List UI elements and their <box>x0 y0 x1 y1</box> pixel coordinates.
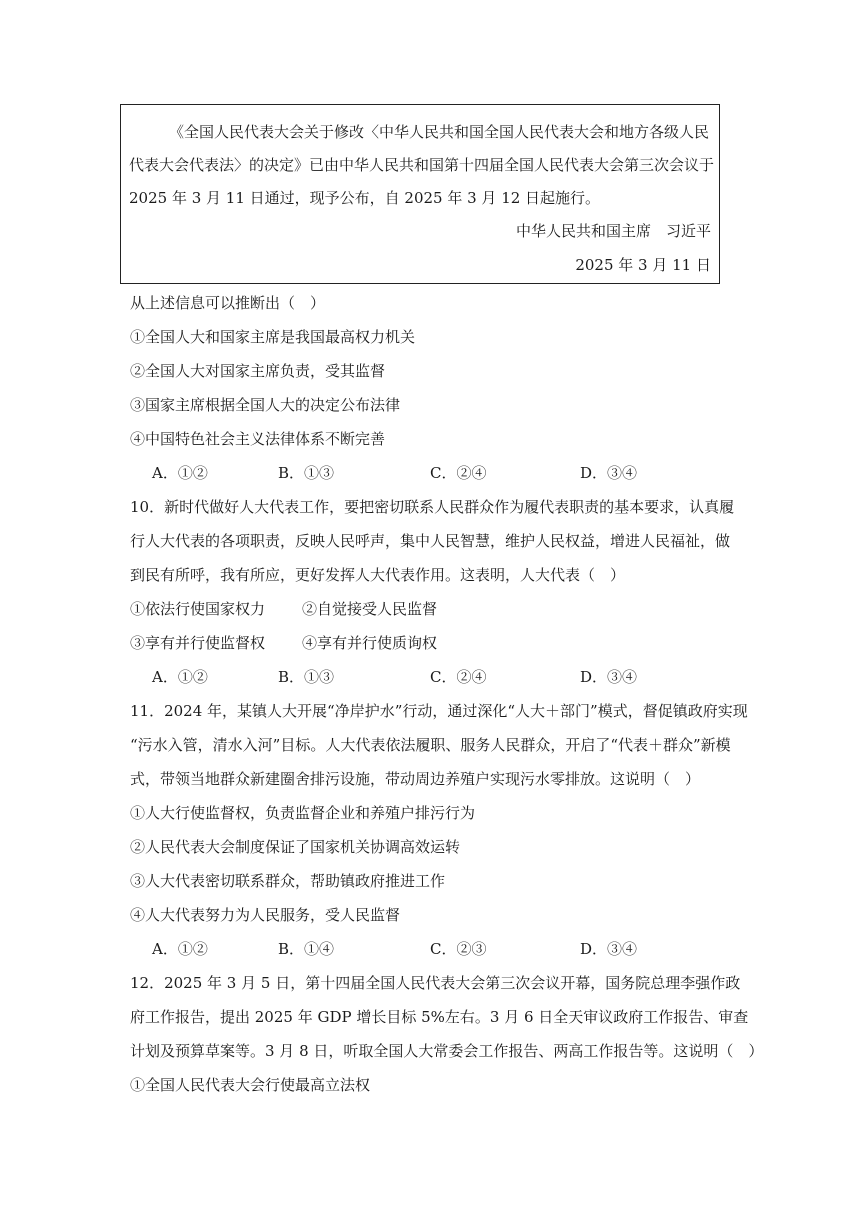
notice-line-2: 代表大会代表法〉的决定》已由中华人民共和国第十四届全国人民代表大会第三次会议于 <box>129 156 715 174</box>
q10-item-4: ④享有并行使质询权 <box>302 634 438 652</box>
q10-option-d: D．③④ <box>580 668 638 686</box>
notice-signature: 中华人民共和国主席 习近平 <box>515 222 711 240</box>
q11-item-1: ①人大行使监督权，负责监督企业和养殖户排污行为 <box>130 804 476 822</box>
q11-item-4: ④人大代表努力为人民服务，受人民监督 <box>130 906 401 924</box>
q11-option-a: A．①② <box>152 940 208 958</box>
notice-line-1: 《全国人民代表大会关于修改〈中华人民共和国全国人民代表大会和地方各级人民 <box>169 123 710 141</box>
q12-stem-line-2: 府工作报告，提出 2025 年 GDP 增长目标 5%左右。3 月 6 日全天审议政府工作报告、审查 <box>130 1008 749 1026</box>
q11-option-c: C．②③ <box>430 940 487 958</box>
q10-item-2: ②自觉接受人民监督 <box>302 600 438 618</box>
q10-option-a: A．①② <box>152 668 208 686</box>
q11-item-2: ②人民代表大会制度保证了国家机关协调高效运转 <box>130 838 461 856</box>
q11-stem-line-1: 11．2024 年，某镇人大开展“净岸护水”行动，通过深化“人大＋部门”模式，督促镇政府实现 <box>130 702 748 720</box>
q9-item-2: ②全国人大对国家主席负责，受其监督 <box>130 362 386 380</box>
q10-stem-line-2: 行人大代表的各项职责，反映人民呼声，集中人民智慧，维护人民权益，增进人民福祉，做 <box>130 532 731 550</box>
q9-item-4: ④中国特色社会主义法律体系不断完善 <box>130 430 386 448</box>
q9-option-c: C．②④ <box>430 464 487 482</box>
q11-item-3: ③人大代表密切联系群众，帮助镇政府推进工作 <box>130 872 446 890</box>
q12-stem-line-1: 12．2025 年 3 月 5 日，第十四届全国人民代表大会第三次会议开幕，国务院总理李强作政 <box>130 974 741 992</box>
q10-option-c: C．②④ <box>430 668 487 686</box>
q9-option-a: A．①② <box>152 464 208 482</box>
q10-item-3: ③享有并行使监督权 <box>130 634 266 652</box>
notice-date: 2025 年 3 月 11 日 <box>575 256 711 274</box>
q10-stem-line-1: 10．新时代做好人大代表工作，要把密切联系人民群众作为履代表职责的基本要求，认真履 <box>130 498 735 516</box>
q11-stem-line-3: 式，带领当地群众新建圈舍排污设施，带动周边养殖户实现污水零排放。这说明（ ） <box>130 770 701 788</box>
q11-option-d: D．③④ <box>580 940 638 958</box>
q11-option-b: B．①④ <box>278 940 335 958</box>
q12-stem-line-3: 计划及预算草案等。3 月 8 日，听取全国人大常委会工作报告、两高工作报告等。这说明（ ） <box>130 1042 764 1060</box>
q10-option-b: B．①③ <box>278 668 335 686</box>
q9-item-1: ①全国人大和国家主席是我国最高权力机关 <box>130 328 416 346</box>
q11-stem-line-2: “污水入管，清水入河”目标。人大代表依法履职、服务人民群众，开启了“代表＋群众”新模 <box>130 736 731 754</box>
q9-option-d: D．③④ <box>580 464 638 482</box>
notice-box <box>120 104 720 284</box>
q10-stem-line-3: 到民有所呼，我有所应，更好发挥人大代表作用。这表明，人大代表（ ） <box>130 566 626 584</box>
q10-item-1: ①依法行使国家权力 <box>130 600 266 618</box>
q9-option-b: B．①③ <box>278 464 335 482</box>
notice-line-3: 2025 年 3 月 11 日通过，现予公布，自 2025 年 3 月 12 日起施行。 <box>129 189 601 207</box>
q9-stem: 从上述信息可以推断出（ ） <box>130 294 326 312</box>
q12-item-1: ①全国人民代表大会行使最高立法权 <box>130 1076 371 1094</box>
q9-item-3: ③国家主席根据全国人大的决定公布法律 <box>130 396 401 414</box>
